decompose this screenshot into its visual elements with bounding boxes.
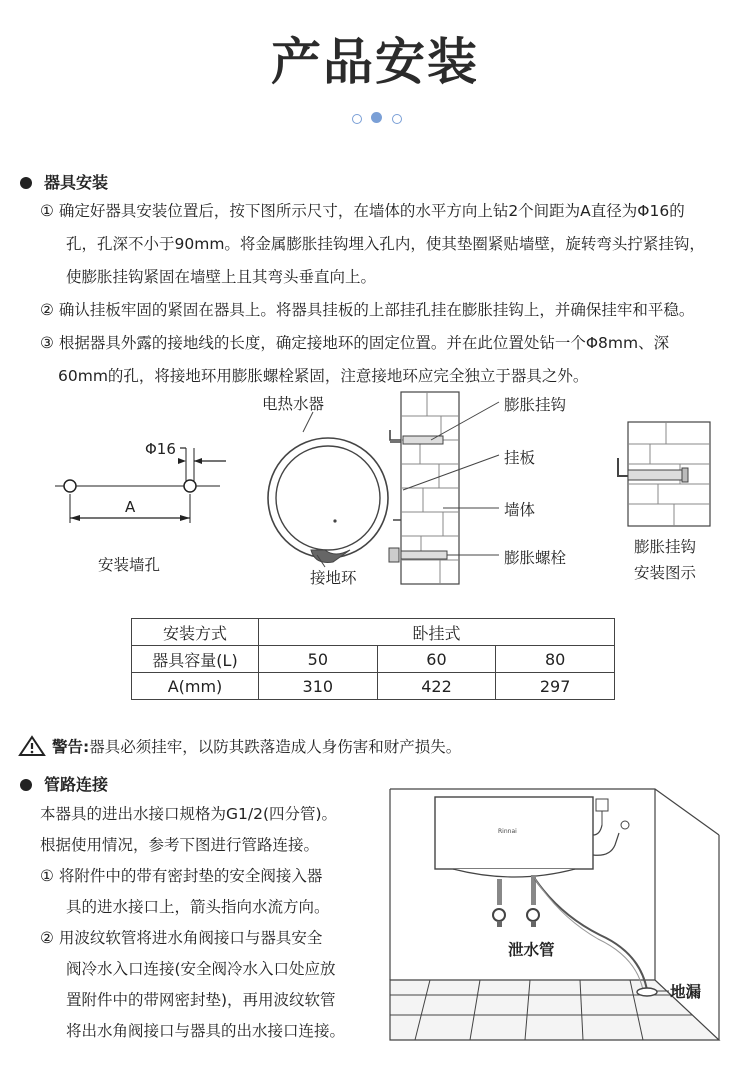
brand-label: Rinnai <box>498 828 517 835</box>
spacing-label: A <box>125 498 136 516</box>
drain-pipe-label: 泄水管 <box>508 941 555 959</box>
hook-label: 膨胀挂钩 <box>504 396 567 414</box>
floor-drain <box>637 988 657 996</box>
step1-line3: 使膨胀挂钩紧固在墙壁上且其弯头垂直向上。 <box>66 268 377 286</box>
step3-line1: ③ 根据器具外露的接地线的长度，确定接地环的固定位置。并在此位置处钻一个Φ8mm、深 <box>40 334 670 352</box>
mounting-holes-diagram <box>50 430 250 540</box>
hole-diameter-label: Φ16 <box>145 440 176 458</box>
a-cell: 297 <box>496 673 615 700</box>
bolt-label: 膨胀螺栓 <box>504 549 567 567</box>
hole-left <box>64 480 76 492</box>
pager-dot-1[interactable] <box>352 114 362 124</box>
pipe-connection-diagram <box>385 775 735 1045</box>
pipe-line: 置附件中的带网密封垫)，再用波纹软管 <box>66 991 336 1009</box>
pipe-steps <box>40 799 380 1047</box>
section-heading-install: 器具安装 <box>20 170 108 193</box>
capacity-label: 器具容量(L) <box>132 646 259 673</box>
section-heading-pipes: 管路连接 <box>20 772 108 795</box>
pipe-line: 具的进水接口上，箭头指向水流方向。 <box>66 898 330 916</box>
capacity-cell: 60 <box>377 646 496 673</box>
hole-right <box>184 480 196 492</box>
pager-dots <box>352 112 402 126</box>
a-cell: 310 <box>259 673 378 700</box>
step3-line2: 60mm的孔，将接地环用膨胀螺栓紧固，注意接地环应完全独立于器具之外。 <box>58 367 589 385</box>
hook-detail-diagram <box>610 418 720 530</box>
hook-caption-line1: 膨胀挂钩 <box>634 538 697 556</box>
table-row <box>132 673 615 700</box>
warning-line <box>18 735 461 757</box>
bullet-icon <box>20 779 32 791</box>
pager-dot-2[interactable] <box>371 112 382 123</box>
warning-icon <box>18 735 46 757</box>
pipe-line: 将出水角阀接口与器具的出水接口连接。 <box>66 1022 346 1040</box>
hole-caption: 安装墙孔 <box>98 556 161 574</box>
method-value: 卧挂式 <box>259 619 615 646</box>
capacity-cell: 80 <box>496 646 615 673</box>
install-steps <box>40 195 745 393</box>
step1-line2: 孔，孔深不小于90mm。将金属膨胀挂钩埋入孔内，使其垫圈紧贴墙壁，旋转弯头拧紧挂钩， <box>66 235 705 253</box>
step1-line1: ① 确定好器具安装位置后，按下图所示尺寸，在墙体的水平方向上钻2个间距为A直径为Φ16的 <box>40 202 685 220</box>
pager-dot-3[interactable] <box>392 114 402 124</box>
a-label: A(mm) <box>132 673 259 700</box>
heater-label: 电热水器 <box>262 395 325 413</box>
floor-drain-label: 地漏 <box>670 983 702 1001</box>
wall-label: 墙体 <box>504 501 536 519</box>
step2-line: ② 确认挂板牢固的紧固在器具上。将器具挂板的上部挂孔挂在膨胀挂钩上，并确保挂牢和平稳。 <box>40 301 695 319</box>
warning-text: 器具必须挂牢，以防其跌落造成人身伤害和财产损失。 <box>89 738 462 756</box>
pipe-line: ② 用波纹软管将进水角阀接口与器具安全 <box>40 929 323 947</box>
method-label: 安装方式 <box>132 619 259 646</box>
spec-table <box>131 618 615 700</box>
pipe-line: 阀冷水入口连接(安全阀冷水入口处应放 <box>66 960 336 978</box>
ground-ring-label: 接地环 <box>310 569 357 587</box>
pipe-line: 根据使用情况，参考下图进行管路连接。 <box>40 836 320 854</box>
page-title: 产品安装 <box>271 33 479 91</box>
table-row <box>132 619 615 646</box>
plate-label: 挂板 <box>504 449 536 467</box>
capacity-cell: 50 <box>259 646 378 673</box>
table-row <box>132 646 615 673</box>
warning-label: 警告: <box>52 738 90 756</box>
pipe-line: 本器具的进出水接口规格为G1/2(四分管)。 <box>40 805 338 823</box>
a-cell: 422 <box>377 673 496 700</box>
pipe-line: ① 将附件中的带有密封垫的安全阀接入器 <box>40 867 323 885</box>
heater-inner <box>276 446 380 550</box>
hook-caption-line2: 安装图示 <box>634 564 697 582</box>
bullet-icon <box>20 177 32 189</box>
